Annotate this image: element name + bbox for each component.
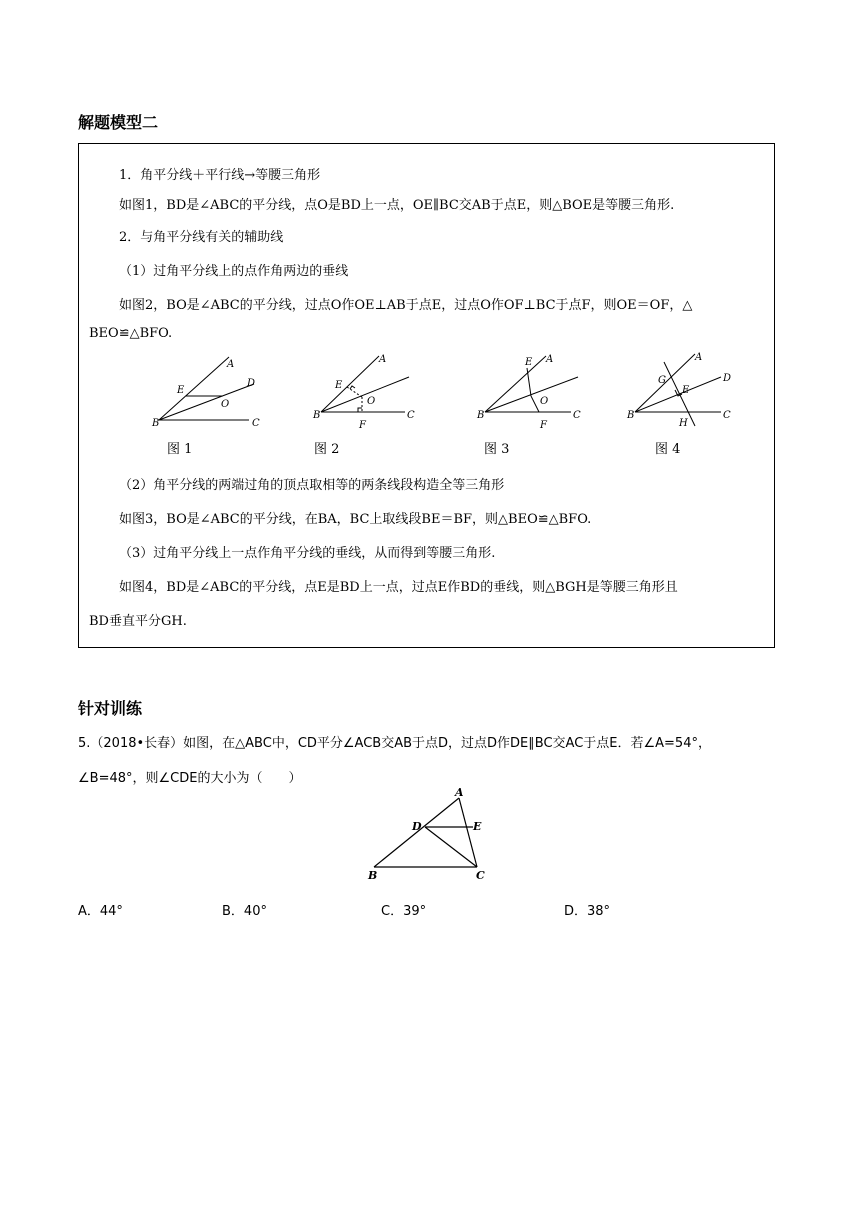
model-point-1-title: 1．角平分线＋平行线→等腰三角形 bbox=[119, 168, 321, 183]
fig4-point-b: B bbox=[627, 410, 635, 421]
fig1-point-d: D bbox=[247, 378, 256, 389]
fig-2-label: 图 2 bbox=[314, 442, 340, 457]
model-sub-3-body-a: 如图4，BD是∠ABC的平分线，点E是BD上一点，过点E作BD的垂线，则△BGH是等腰三角形且 bbox=[119, 580, 678, 595]
fig-3-label: 图 3 bbox=[484, 442, 510, 457]
fig2-point-e: E bbox=[335, 380, 343, 391]
model-sub-3-body-b: BD垂直平分GH. bbox=[89, 614, 187, 629]
qfig-point-b: B bbox=[368, 869, 378, 882]
option-c[interactable]: C．39° bbox=[381, 904, 427, 919]
fig3-point-c: C bbox=[573, 410, 581, 421]
fig3-point-f: F bbox=[540, 420, 547, 431]
question-line-1: 5.（2018•长春）如图，在△ABC中，CD平分∠ACB交AB于点D，过点D作DE∥BC交AC于点E．若∠A=54°， bbox=[78, 736, 711, 751]
practice-title: 针对训练 bbox=[78, 699, 143, 718]
fig3-point-o: O bbox=[540, 396, 549, 407]
fig2-point-a: A bbox=[379, 354, 387, 365]
figure-2 bbox=[307, 350, 422, 432]
fig3-point-e: E bbox=[525, 357, 533, 368]
fig3-point-a: A bbox=[546, 354, 554, 365]
option-b[interactable]: B．40° bbox=[222, 904, 267, 919]
model-sub-1-body-a: 如图2，BO是∠ABC的平分线，过点O作OE⊥AB于点E，过点O作OF⊥BC于点F，则OE＝OF，△ bbox=[119, 298, 693, 313]
fig4-point-c: C bbox=[723, 410, 731, 421]
figure-1 bbox=[149, 352, 269, 430]
model-sub-2-body: 如图3，BO是∠ABC的平分线，在BA，BC上取线段BE＝BF，则△BEO≌△BFO. bbox=[119, 512, 592, 527]
model-point-1-body: 如图1，BD是∠ABC的平分线，点O是BD上一点，OE∥BC交AB于点E，则△BOE是等腰三角形. bbox=[119, 198, 675, 213]
model-sub-1-title: （1）过角平分线上的点作角两边的垂线 bbox=[119, 264, 349, 279]
fig4-point-a: A bbox=[695, 352, 703, 363]
fig4-point-g: G bbox=[658, 375, 666, 386]
qfig-point-d: D bbox=[412, 820, 422, 833]
model-box bbox=[78, 143, 775, 648]
fig2-point-b: B bbox=[313, 410, 321, 421]
fig4-point-e: E bbox=[682, 385, 690, 396]
figure-3 bbox=[473, 350, 588, 432]
fig4-point-d: D bbox=[723, 373, 732, 384]
model-sub-2-title: （2）角平分线的两端过角的顶点取相等的两条线段构造全等三角形 bbox=[119, 478, 505, 493]
qfig-point-e: E bbox=[473, 820, 482, 833]
figure-4 bbox=[623, 348, 738, 432]
question-figure bbox=[362, 782, 502, 882]
fig1-point-a: A bbox=[227, 359, 235, 370]
qfig-point-c: C bbox=[476, 869, 485, 882]
fig2-point-c: C bbox=[407, 410, 415, 421]
fig2-point-f: F bbox=[359, 420, 366, 431]
question-line-2: ∠B=48°，则∠CDE的大小为（ ） bbox=[78, 771, 302, 786]
option-d[interactable]: D．38° bbox=[564, 904, 611, 919]
fig3-point-b: B bbox=[477, 410, 485, 421]
model-sub-1-body-b: BEO≌△BFO. bbox=[89, 326, 173, 341]
fig1-point-o: O bbox=[221, 399, 230, 410]
fig4-point-h: H bbox=[679, 418, 688, 429]
fig1-point-b: B bbox=[152, 418, 160, 429]
section-title: 解题模型二 bbox=[78, 113, 159, 132]
option-a[interactable]: A．44° bbox=[78, 904, 123, 919]
model-point-2-title: 2．与角平分线有关的辅助线 bbox=[119, 230, 284, 245]
model-sub-3-title: （3）过角平分线上一点作角平分线的垂线，从而得到等腰三角形. bbox=[119, 546, 496, 561]
qfig-point-a: A bbox=[455, 786, 464, 799]
fig-1-label: 图 1 bbox=[167, 442, 193, 457]
fig2-point-o: O bbox=[367, 396, 376, 407]
fig1-point-e: E bbox=[177, 385, 185, 396]
fig-4-label: 图 4 bbox=[655, 442, 681, 457]
fig1-point-c: C bbox=[252, 418, 260, 429]
